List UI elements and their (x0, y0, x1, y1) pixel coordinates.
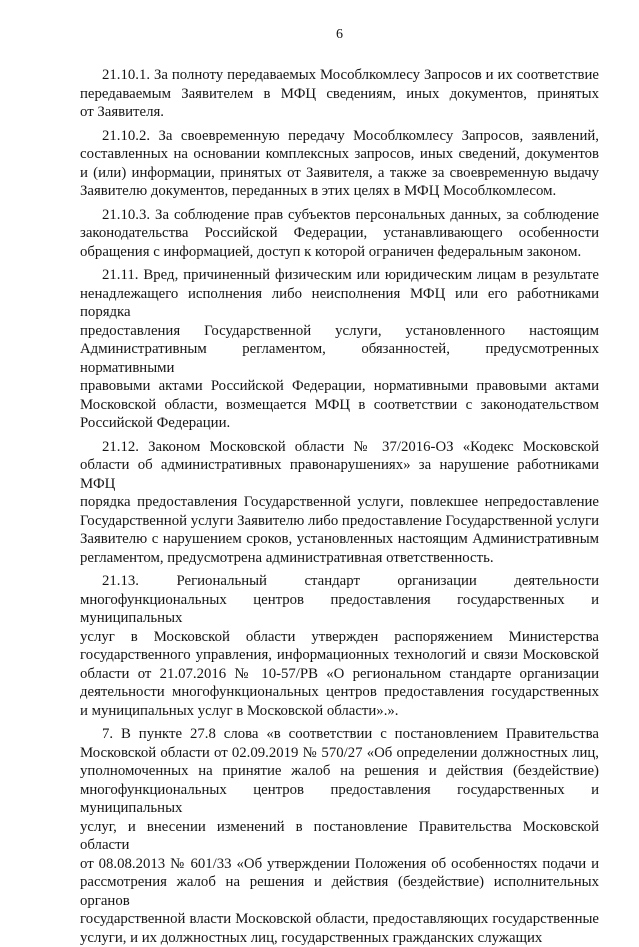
paragraph (80, 66, 599, 122)
text-line: 21.10.3. За соблюдение прав субъектов персональных данных, за соблюдение (80, 206, 599, 225)
text-line: предоставления Государственной услуги, установленного настоящим (80, 322, 599, 341)
text-line: законодательства Российской Федерации, устанавливающего особенности (80, 224, 599, 243)
text-line: 7. В пункте 27.8 слова «в соответствии с постановлением Правительства (80, 725, 599, 744)
text-line: составленных на основании комплексных запросов, иных сведений, документов (80, 145, 599, 164)
text-line: правовыми актами Российской Федерации, нормативными правовыми актами (80, 377, 599, 396)
paragraph (80, 127, 599, 201)
text-line: услуг, и внесении изменений в постановление Правительства Московской области (80, 818, 599, 855)
text-line: 21.10.2. За своевременную передачу Мособлкомлесу Запросов, заявлений, (80, 127, 599, 146)
paragraph (80, 572, 599, 720)
text-line: деятельности многофункциональных центров предоставления государственных (80, 683, 599, 702)
text-line: области об административных правонарушениях» за нарушение работниками МФЦ (80, 456, 599, 493)
paragraph (80, 266, 599, 433)
text-line: Административным регламентом, обязанностей, предусмотренных нормативными (80, 340, 599, 377)
text-line: Московской области от 02.09.2019 № 570/27 «Об определении должностных лиц, (80, 744, 599, 763)
text-line: 21.11. Вред, причиненный физическим или юридическим лицам в результате (80, 266, 599, 285)
text-line: передаваемым Заявителем в МФЦ сведениям, иных документов, принятых (80, 85, 599, 104)
text-line: услуг в Московской области утвержден распоряжением Министерства (80, 628, 599, 647)
text-line: Государственной услуги Заявителю либо предоставление Государственной услуги (80, 512, 599, 531)
text-line: от 08.08.2013 № 601/33 «Об утверждении Положения об особенностях подачи и (80, 855, 599, 874)
text-line: рассмотрения жалоб на решения и действия (бездействие) исполнительных органов (80, 873, 599, 910)
text-line: ненадлежащего исполнения либо неисполнения МФЦ или его работниками порядка (80, 285, 599, 322)
text-line: многофункциональных центров предоставления государственных и муниципальных (80, 781, 599, 818)
text-line: услуги, и их должностных лиц, государственных гражданских служащих (80, 929, 599, 947)
text-line: 21.10.1. За полноту передаваемых Мособлкомлесу Запросов и их соответствие (80, 66, 599, 85)
text-line: обращения с информацией, доступ к которой ограничен федеральным законом. (80, 243, 599, 262)
text-line: 21.13. Региональный стандарт организации деятельности (80, 572, 599, 591)
text-line: многофункциональных центров предоставления государственных и муниципальных (80, 591, 599, 628)
text-line: Заявителю документов, переданных в этих целях в МФЦ Мособлкомлесом. (80, 182, 599, 201)
text-line: государственной власти Московской области, предоставляющих государственные (80, 910, 599, 929)
text-line: 21.12. Законом Московской области № 37/2016-ОЗ «Кодекс Московской (80, 438, 599, 457)
text-line: Российской Федерации. (80, 414, 599, 433)
paragraph (80, 206, 599, 262)
text-line: государственного управления, информационных технологий и связи Московской (80, 646, 599, 665)
document-body (80, 66, 599, 947)
text-line: и муниципальных услуг в Московской области».». (80, 702, 599, 721)
paragraph (80, 725, 599, 947)
page-number: 6 (80, 26, 599, 44)
text-line: регламентом, предусмотрена административная ответственность. (80, 549, 599, 568)
paragraph (80, 438, 599, 568)
text-line: и (или) информации, принятых от Заявителя, а также за своевременную выдачу (80, 164, 599, 183)
text-line: Московской области, возмещается МФЦ в соответствии с законодательством (80, 396, 599, 415)
text-line: области от 21.07.2016 № 10-57/РВ «О региональном стандарте организации (80, 665, 599, 684)
text-line: от Заявителя. (80, 103, 599, 122)
text-line: Заявителю с нарушением сроков, установленных настоящим Административным (80, 530, 599, 549)
text-line: порядка предоставления Государственной услуги, повлекшее непредоставление (80, 493, 599, 512)
text-line: уполномоченных на принятие жалоб на решения и действия (бездействие) (80, 762, 599, 781)
